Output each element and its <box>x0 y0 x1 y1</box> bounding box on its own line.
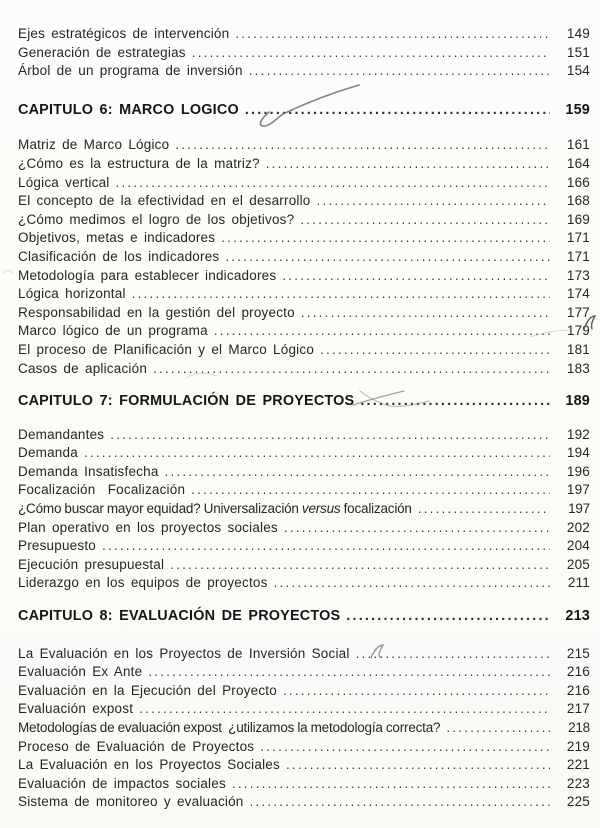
entry-page-number: 149 <box>566 26 590 41</box>
entry-title: El concepto de la efectividad en el desarrollo <box>18 193 311 209</box>
dot-leader <box>418 500 550 519</box>
entry-page-number: 181 <box>566 341 590 357</box>
entry-page-number: 194 <box>566 445 590 461</box>
entry-title: Demanda Insatisfecha <box>18 463 159 479</box>
entry-title: Proceso de Evaluación de Proyectos <box>18 738 255 754</box>
toc-section <box>18 607 590 812</box>
entry-page-number: 169 <box>566 211 590 227</box>
entry-page-number: 215 <box>566 645 590 661</box>
toc-entry <box>18 645 590 664</box>
toc-entry <box>18 155 590 174</box>
toc-entry <box>18 341 590 360</box>
dot-leader <box>148 663 550 682</box>
toc-entry <box>18 463 590 482</box>
dot-leader <box>175 136 550 155</box>
entry-page-number: 192 <box>566 426 590 442</box>
table-of-contents <box>18 25 590 812</box>
dot-leader <box>360 392 550 411</box>
dot-leader <box>356 645 550 664</box>
entry-title: Metodologías de evaluación expost ¿utilizamos la metodología correcta? <box>18 720 441 735</box>
entry-title: Casos de aplicación <box>18 360 148 376</box>
toc-entry <box>18 426 590 445</box>
toc-entry <box>18 682 590 701</box>
entry-page-number: 205 <box>566 556 590 572</box>
entry-page-number: 211 <box>567 575 590 591</box>
toc-entry <box>18 444 590 463</box>
dot-leader <box>300 211 550 230</box>
dot-leader <box>192 44 550 63</box>
chapter-title: CAPITULO 7: FORMULACIÓN DE PROYECTOS <box>18 393 355 410</box>
toc-entry <box>18 719 590 738</box>
entry-page-number: 166 <box>566 174 590 190</box>
toc-entry <box>18 136 590 155</box>
entry-page-number: 197 <box>568 501 590 517</box>
toc-section <box>18 392 590 593</box>
entry-page-number: 171 <box>566 230 590 246</box>
dot-leader <box>317 192 550 211</box>
entry-title: Demandantes <box>18 426 105 442</box>
entry-page-number: 177 <box>566 304 590 320</box>
dot-leader <box>250 793 550 812</box>
toc-entry <box>18 174 590 193</box>
entry-title: Matriz de Marco Lógico <box>18 137 170 153</box>
entry-page-number: 216 <box>566 682 590 698</box>
dot-leader <box>214 322 550 341</box>
dot-leader <box>116 174 551 193</box>
entry-title: Liderazgo en los equipos de proyectos <box>18 575 268 591</box>
entry-page-number: 173 <box>566 267 590 283</box>
entry-title: Responsabilidad en la gestión del proyecto <box>18 304 295 320</box>
entry-title: ¿Cómo es la estructura de la matriz? <box>18 155 260 171</box>
toc-entry <box>18 574 590 593</box>
entry-title: Evaluación en la Ejecución del Proyecto <box>18 682 277 698</box>
dot-leader <box>284 519 550 538</box>
entry-title: Evaluación de impactos sociales <box>18 775 226 791</box>
dot-leader <box>274 574 550 593</box>
entry-page-number: 164 <box>566 155 590 171</box>
dot-leader <box>232 775 550 794</box>
toc-entry <box>18 285 590 304</box>
dot-leader <box>225 248 550 267</box>
entry-title: Demanda <box>18 445 78 461</box>
dot-leader <box>84 444 550 463</box>
entry-page-number: 161 <box>566 137 590 153</box>
entry-page-number: 179 <box>566 323 590 339</box>
toc-entry <box>18 738 590 757</box>
entry-title: Evaluación expost <box>18 701 134 717</box>
entry-title: Lógica vertical <box>18 174 110 190</box>
entry-page-number: 218 <box>568 720 590 735</box>
entry-title: Focalización Focalización <box>18 482 186 498</box>
chapter-heading <box>18 101 590 120</box>
entry-page-number: 223 <box>566 775 590 791</box>
entry-page-number: 174 <box>566 286 590 302</box>
chapter-title: CAPITULO 8: EVALUACIÓN DE PROYECTOS <box>18 608 341 625</box>
toc-entry <box>18 556 590 575</box>
entry-page-number: 225 <box>566 794 590 810</box>
dot-leader <box>320 341 550 360</box>
entry-title: Ejes estratégicos de intervención <box>18 26 230 41</box>
entry-page-number: 151 <box>566 44 590 60</box>
entry-page-number: 197 <box>566 482 590 498</box>
entry-title: Metodología para establecer indicadores <box>18 267 277 283</box>
entry-page-number: 219 <box>566 738 590 754</box>
toc-entry <box>18 211 590 230</box>
toc-entry <box>18 304 590 323</box>
entry-title: Marco lógico de un programa <box>18 323 208 339</box>
entry-title: La Evaluación en los Proyectos de Inversión Social <box>18 645 350 661</box>
dot-leader <box>221 229 550 248</box>
dot-leader <box>286 756 550 775</box>
toc-entry <box>18 663 590 682</box>
dot-leader <box>245 101 550 120</box>
entry-title-segment: focalización <box>340 501 412 517</box>
dot-leader <box>132 285 550 304</box>
entry-page-number: 204 <box>566 538 590 554</box>
entry-page-number: 221 <box>566 757 590 773</box>
dot-leader <box>260 738 550 757</box>
entry-page-number: 171 <box>566 248 590 264</box>
entry-title: La Evaluación en los Proyectos Sociales <box>18 757 280 773</box>
dot-leader <box>249 62 550 81</box>
toc-entry <box>18 248 590 267</box>
entry-title: ¿Cómo medimos el logro de los objetivos? <box>18 211 295 227</box>
chapter-title: CAPITULO 6: MARCO LOGICO <box>18 101 239 118</box>
dot-leader <box>153 360 550 379</box>
chapter-heading <box>18 392 590 411</box>
toc-entry <box>18 360 590 379</box>
entry-title-segment: ¿Cómo buscar mayor equidad? Universalización <box>18 501 302 517</box>
dot-leader <box>446 719 550 738</box>
toc-entry <box>18 537 590 556</box>
entry-title: Presupuesto <box>18 538 96 554</box>
toc-entry <box>18 775 590 794</box>
entry-page-number: 168 <box>566 193 590 209</box>
dot-leader <box>170 556 550 575</box>
entry-title-italic-segment: versus <box>301 501 341 517</box>
dot-leader <box>191 481 550 500</box>
toc-entry <box>18 229 590 248</box>
entry-page-number: 216 <box>566 664 590 680</box>
toc-entry <box>18 192 590 211</box>
dot-leader <box>282 267 550 286</box>
chapter-page-number: 213 <box>565 608 590 625</box>
dot-leader <box>102 537 550 556</box>
entry-title: El proceso de Planificación y el Marco Lógico <box>18 341 315 357</box>
entry-title: Evaluación Ex Ante <box>18 664 143 680</box>
toc-entry <box>18 756 590 775</box>
entry-page-number: 154 <box>566 63 590 79</box>
dot-leader <box>165 463 550 482</box>
dot-leader <box>110 426 550 445</box>
entry-page-number: 183 <box>566 360 590 376</box>
entry-title: Sistema de monitoreo y evaluación <box>18 794 244 810</box>
entry-title <box>18 500 412 519</box>
chapter-heading <box>18 607 590 626</box>
entry-title: Clasificación de los indicadores <box>18 248 220 264</box>
entry-title: Lógica horizontal <box>18 286 126 302</box>
toc-entry <box>18 700 590 719</box>
toc-entry <box>18 500 590 519</box>
toc-entry <box>18 481 590 500</box>
toc-entry <box>18 322 590 341</box>
entry-title: Objetivos, metas e indicadores <box>18 230 216 246</box>
chapter-page-number: 159 <box>565 101 590 118</box>
toc-section <box>18 101 590 378</box>
dot-leader <box>235 25 550 44</box>
toc-entry <box>18 267 590 286</box>
toc-entry <box>18 519 590 538</box>
entry-title: Ejecución presupuestal <box>18 556 165 572</box>
entry-page-number: 196 <box>566 463 590 479</box>
toc-entry <box>18 62 590 81</box>
dot-leader <box>301 304 550 323</box>
dot-leader <box>266 155 550 174</box>
entry-page-number: 202 <box>566 519 590 535</box>
toc-section <box>18 25 590 81</box>
toc-entry <box>18 793 590 812</box>
dot-leader <box>283 682 550 701</box>
entry-title: Plan operativo en los proyectos sociales <box>18 519 278 535</box>
entry-title: Generación de estrategias <box>18 44 186 60</box>
pen-tiny-smudge-icon <box>3 270 12 273</box>
toc-entry <box>18 25 590 44</box>
entry-title: Árbol de un programa de inversión <box>18 63 243 79</box>
toc-entry <box>18 44 590 63</box>
dot-leader <box>139 700 550 719</box>
dot-leader <box>346 607 550 626</box>
entry-page-number: 217 <box>566 701 590 717</box>
chapter-page-number: 189 <box>565 393 590 410</box>
